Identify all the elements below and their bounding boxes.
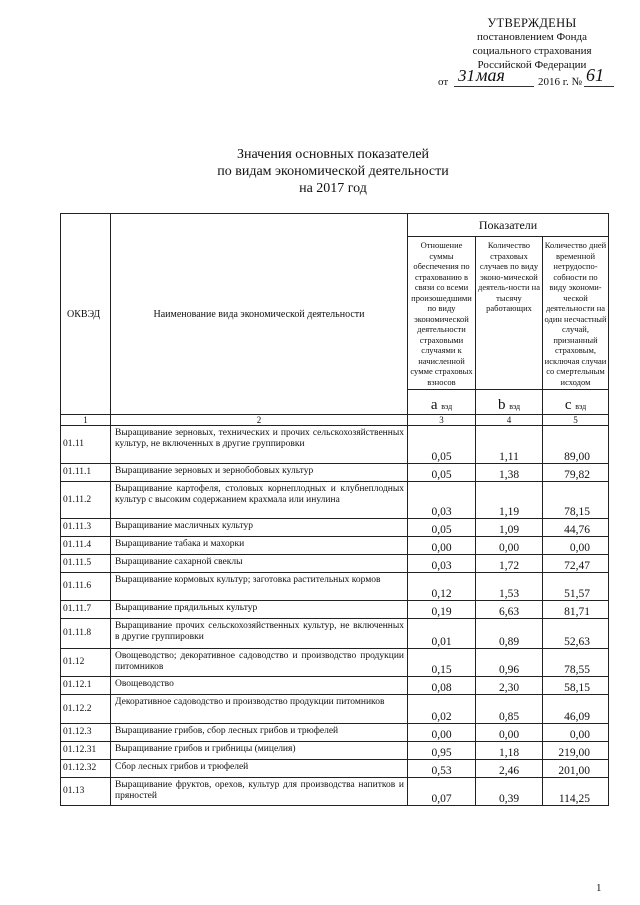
okved-code: 01.11.2 [61,482,111,519]
okved-code: 01.11.6 [61,573,111,601]
value-c: 51,57 [543,573,609,601]
okved-code: 01.11.8 [61,619,111,649]
symbol-a-sub: вэд [441,402,453,411]
activity-name: Сбор лесных грибов и трюфелей [111,760,408,778]
approval-line-3: Российской Федерации [477,59,587,71]
table-row [61,537,609,555]
activity-name: Выращивание грибов и грибницы (мицелия) [111,742,408,760]
activity-name: Выращивание прядильных культур [111,601,408,619]
value-a: 0,05 [408,519,476,537]
okved-code: 01.11.4 [61,537,111,555]
value-c: 81,71 [543,601,609,619]
table-row [61,742,609,760]
column-number: 1 [61,415,111,426]
value-b: 2,30 [476,677,543,695]
title-line-3: на 2017 год [299,181,367,196]
value-c: 72,47 [543,555,609,573]
value-c: 201,00 [543,760,609,778]
symbol-b-letter: b [497,397,506,413]
value-c: 78,55 [543,649,609,677]
value-b: 1,72 [476,555,543,573]
table-row [61,482,609,519]
table-row [61,555,609,573]
value-b: 1,09 [476,519,543,537]
activity-name: Выращивание фруктов, орехов, культур для производства напитков и пряностей [111,778,408,806]
value-a: 0,03 [408,482,476,519]
symbol-a [408,390,476,415]
column-number-row [61,415,609,426]
value-b: 1,11 [476,426,543,464]
okved-code: 01.12.3 [61,724,111,742]
activity-name: Выращивание зерновых и зернобобовых культур [111,464,408,482]
okved-code: 01.11.1 [61,464,111,482]
number-underline [584,86,614,87]
value-a: 0,01 [408,619,476,649]
okved-code: 01.12.32 [61,760,111,778]
table-row [61,778,609,806]
table-row [61,649,609,677]
value-a: 0,53 [408,760,476,778]
okved-code: 01.11.3 [61,519,111,537]
activity-name: Овощеводство [111,677,408,695]
value-c: 46,09 [543,695,609,724]
value-c: 58,15 [543,677,609,695]
table-row [61,464,609,482]
okved-code: 01.12.1 [61,677,111,695]
column-number: 4 [476,415,543,426]
value-c: 79,82 [543,464,609,482]
table-row [61,619,609,649]
value-a: 0,00 [408,537,476,555]
date-day-handwritten: 31 [458,66,475,85]
symbol-b [476,390,543,415]
page-number: 1 [596,882,602,894]
table-row [61,724,609,742]
date-underline [454,86,534,87]
value-a: 0,19 [408,601,476,619]
value-b: 0,89 [476,619,543,649]
value-c: 89,00 [543,426,609,464]
approval-line-1: постановлением Фонда [476,31,588,43]
activity-name: Выращивание зерновых, технических и прочих сельскохозяйственных культур, не включенных в другие группировки [111,426,408,464]
table-row [61,573,609,601]
table-row [61,677,609,695]
document-number-handwritten: 61 [586,65,604,85]
approval-title: УТВЕРЖДЕНЫ [487,16,577,30]
value-a: 0,03 [408,555,476,573]
symbol-b-sub: вэд [509,402,521,411]
value-c: 0,00 [543,724,609,742]
header-col-a: Отношение суммы обеспечения по страхованию в связи со всеми произошедшими по виду экономической деятельности страховыми случаями к начисленной сумме страховых взносов [408,237,476,390]
table-row [61,519,609,537]
value-b: 1,18 [476,742,543,760]
activity-name: Выращивание сахарной свеклы [111,555,408,573]
table-row [61,760,609,778]
column-number: 5 [543,415,609,426]
activity-name: Выращивание кормовых культур; заготовка растительных кормов [111,573,408,601]
value-a: 0,12 [408,573,476,601]
symbol-c [543,390,609,415]
value-c: 52,63 [543,619,609,649]
value-b: 0,00 [476,537,543,555]
symbol-a-letter: a [430,397,438,413]
value-a: 0,08 [408,677,476,695]
symbol-c-sub: вэд [575,402,587,411]
value-c: 0,00 [543,537,609,555]
activity-name: Овощеводство; декоративное садоводство и производство продукции питомников [111,649,408,677]
header-row-1 [61,214,609,237]
value-a: 0,07 [408,778,476,806]
okved-code: 01.12.31 [61,742,111,760]
value-b: 0,85 [476,695,543,724]
activity-name: Выращивание масличных культур [111,519,408,537]
date-month-handwritten: мая [476,65,505,85]
value-a: 0,95 [408,742,476,760]
value-a: 0,15 [408,649,476,677]
activity-name: Выращивание табака и махорки [111,537,408,555]
header-col-c: Количество дней временной нетрудоспо-собности по виду экономи-ческой деятельности на один несчастный случай, признанный страховым, исключая случаи со смертельным исходом [543,237,609,390]
header-col-b: Количество страховых случаев по виду эконо-мической деятель-ности на тысячу работающих [476,237,543,390]
value-c: 44,76 [543,519,609,537]
value-b: 0,39 [476,778,543,806]
value-b: 0,96 [476,649,543,677]
okved-code: 01.12.2 [61,695,111,724]
title-line-2: по видам экономической деятельности [217,164,449,179]
value-b: 1,38 [476,464,543,482]
okved-code: 01.11.7 [61,601,111,619]
value-b: 1,19 [476,482,543,519]
value-b: 0,00 [476,724,543,742]
value-a: 0,05 [408,426,476,464]
document-title [160,146,506,197]
table-row [61,695,609,724]
header-okved: ОКВЭД [61,214,111,415]
value-a: 0,00 [408,724,476,742]
table-row [61,426,609,464]
column-number: 3 [408,415,476,426]
value-b: 1,53 [476,573,543,601]
date-year: 2016 г. № [538,76,583,88]
value-a: 0,05 [408,464,476,482]
okved-code: 01.13 [61,778,111,806]
okved-code: 01.11 [61,426,111,464]
header-indicators: Показатели [408,214,609,237]
table-row [61,601,609,619]
okved-code: 01.11.5 [61,555,111,573]
indicators-table [60,213,609,806]
activity-name: Выращивание грибов, сбор лесных грибов и трюфелей [111,724,408,742]
value-c: 114,25 [543,778,609,806]
header-activity-name: Наименование вида экономической деятельности [111,214,408,415]
activity-name: Декоративное садоводство и производство продукции питомников [111,695,408,724]
title-line-1: Значения основных показателей [236,147,430,162]
approval-line-2: социального страхования [472,45,592,57]
value-c: 219,00 [543,742,609,760]
date-prefix: от [438,76,449,88]
column-number: 2 [111,415,408,426]
symbol-c-letter: c [564,397,572,413]
activity-name: Выращивание картофеля, столовых корнеплодных и клубнеплодных культур с высоким содержанием крахмала или инулина [111,482,408,519]
activity-name: Выращивание прочих сельскохозяйственных культур, не включенных в другие группировки [111,619,408,649]
value-b: 6,63 [476,601,543,619]
value-c: 78,15 [543,482,609,519]
value-b: 2,46 [476,760,543,778]
approval-block [432,16,632,89]
value-a: 0,02 [408,695,476,724]
okved-code: 01.12 [61,649,111,677]
